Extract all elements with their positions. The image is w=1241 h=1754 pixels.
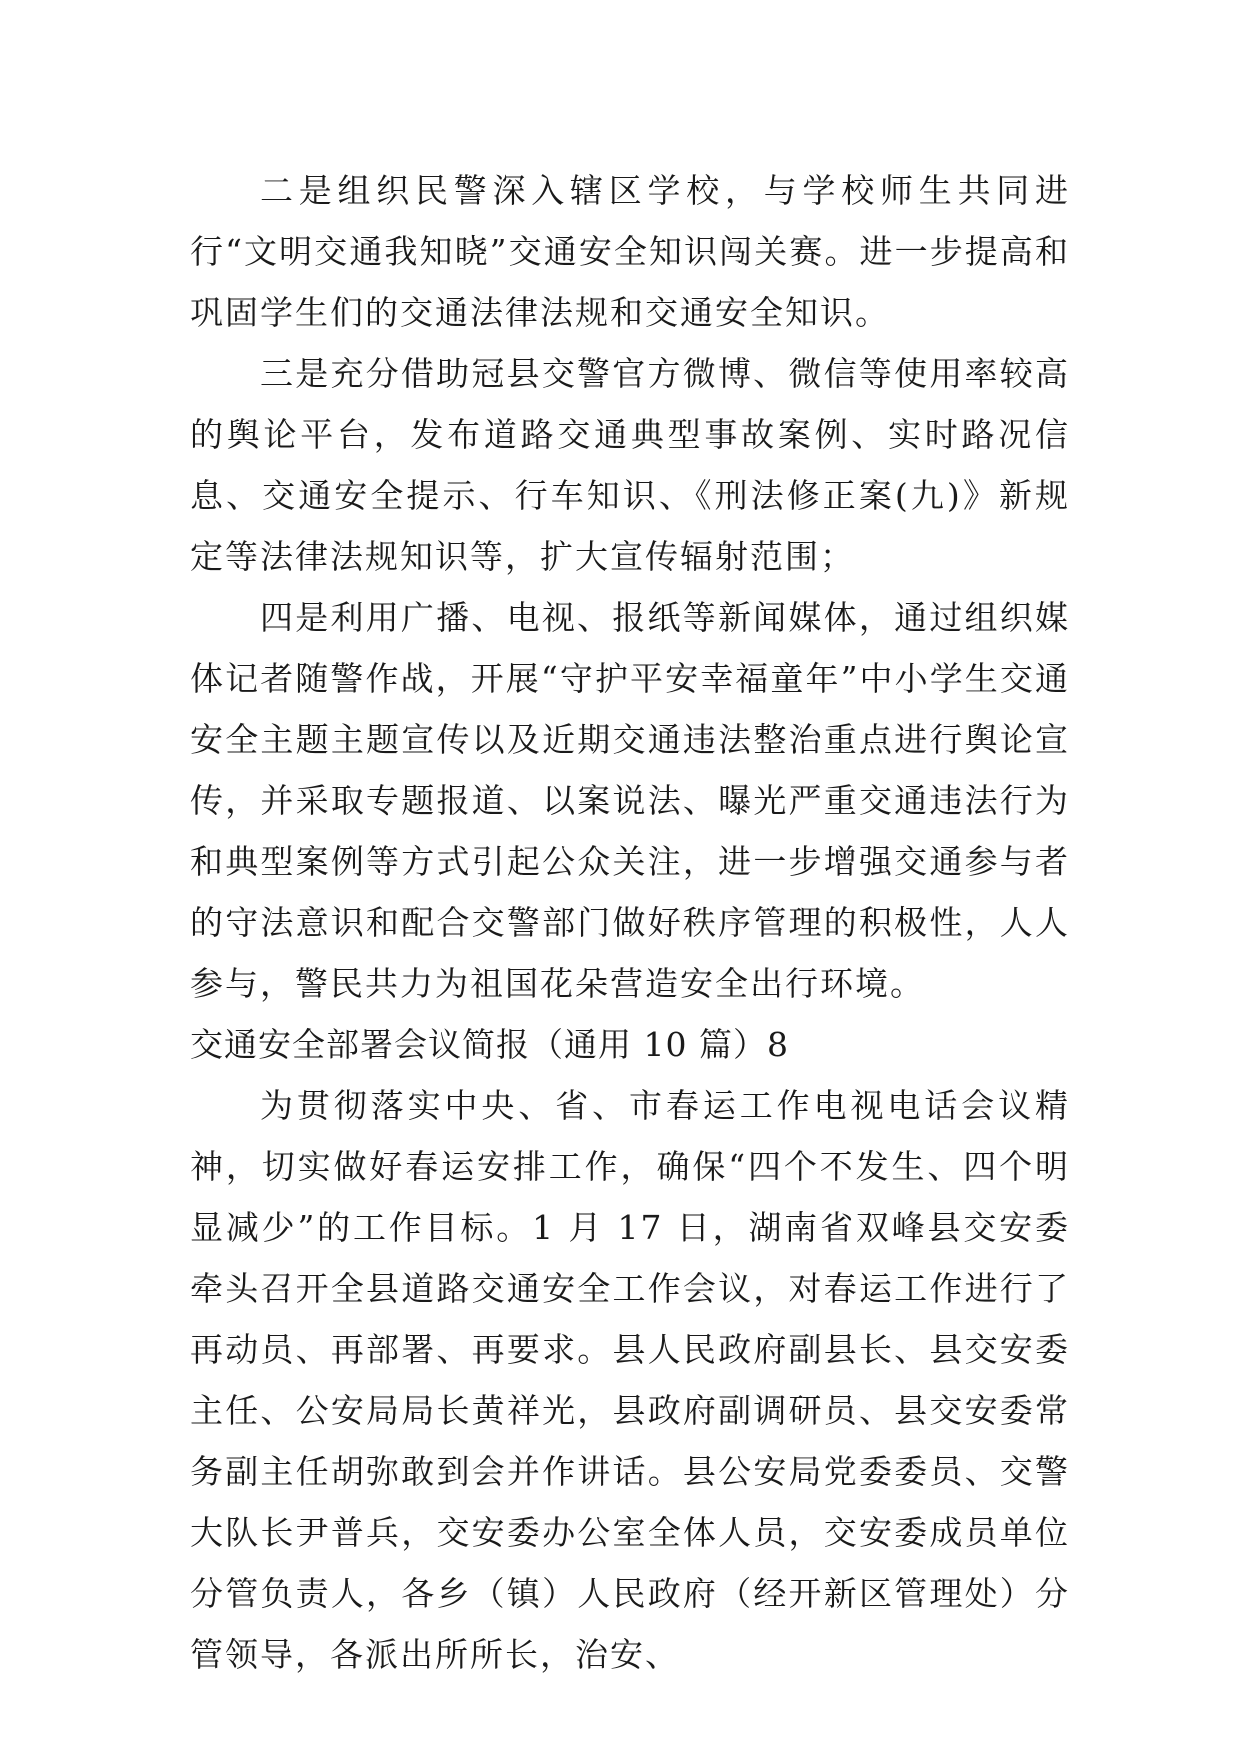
- section-heading: 交通安全部署会议简报（通用 10 篇）8: [190, 1025, 789, 1064]
- document-body: [190, 160, 1070, 1685]
- paragraph-school-quiz: 二是组织民警深入辖区学校，与学校师生共同进行“文明交通我知晓”交通安全知识闯关赛。进一步提高和巩固学生们的交通法律法规和交通安全知识。: [190, 171, 1070, 332]
- paragraph-news-media: 四是利用广播、电视、报纸等新闻媒体，通过组织媒体记者随警作战，开展“守护平安幸福童年”中小学生交通安全主题主题宣传以及近期交通违法整治重点进行舆论宣传，并采取专题报道、以案说法、曝光严重交通违法行为和典型案例等方式引起公众关注，进一步增强交通参与者的守法意识和配合交警部门做好秩序管理的积极性，人人参与，警民共力为祖国花朵营造安全出行环境。: [190, 598, 1070, 1003]
- paragraph-spring-transport-meeting: 为贯彻落实中央、省、市春运工作电视电话会议精神，切实做好春运安排工作，确保“四个不发生、四个明显减少”的工作目标。1 月 17 日，湖南省双峰县交安委牵头召开全县道路交通安全工作会议，对春运工作进行了再动员、再部署、再要求。县人民政府副县长、县交安委主任、公安局局长黄祥光，县政府副调研员、县交安委常务副主任胡弥敢到会并作讲话。县公安局党委委员、交警大队长尹普兵，交安委办公室全体人员，交安委成员单位分管负责人，各乡（镇）人民政府（经开新区管理处）分管领导，各派出所所长，治安、: [190, 1086, 1070, 1674]
- paragraph-online-platforms: 三是充分借助冠县交警官方微博、微信等使用率较高的舆论平台，发布道路交通典型事故案例、实时路况信息、交通安全提示、行车知识、《刑法修正案(九)》新规定等法律法规知识等，扩大宣传辐射范围；: [190, 354, 1070, 576]
